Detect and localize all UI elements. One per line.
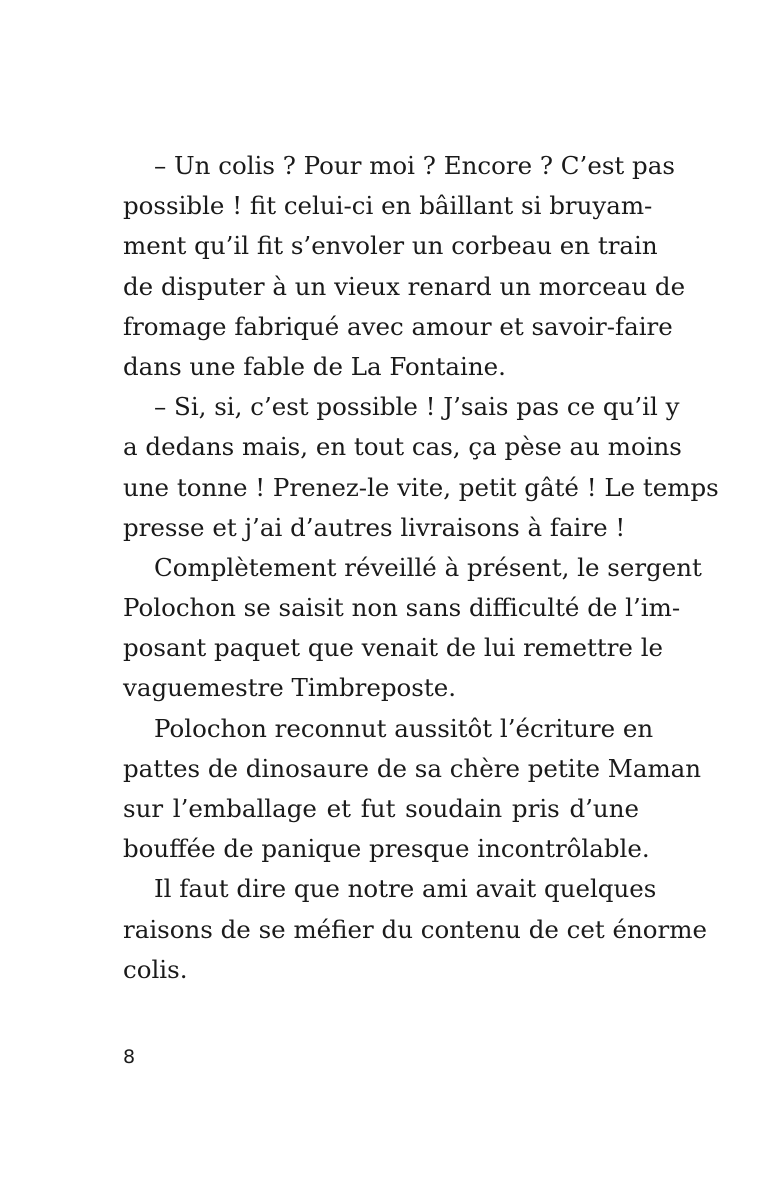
text-line: de disputer à un vieux renard un morceau de [123,271,686,301]
text-line: bouffée de panique presque incontrôlable. [123,834,650,864]
paragraph-5 [123,869,708,990]
text-line: – Un colis ? Pour moi ? Encore ? C’est pas [154,151,675,180]
text-line: sur l’emballage et fut soudain pris d’une [123,794,639,823]
text-line: – Si, si, c’est possible ! J’sais pas ce qu’il y [154,392,680,422]
text-line: Polochon reconnut aussitôt l’écriture en [154,713,654,743]
paragraph-4 [123,709,702,870]
text-line: possible ! fit celui-ci en bâillant si bruyam- [123,191,653,221]
text-line: Il faut dire que notre ami avait quelques [154,874,657,904]
text-line: Complètement réveillé à présent, le sergent [154,552,702,582]
text-line: une tonne ! Prenez-le vite, petit gâté ! Le temps [123,472,719,502]
text-line: colis. [123,954,188,984]
text-line: fromage fabriqué avec amour et savoir-faire [123,311,673,341]
paragraph-2 [123,387,719,548]
paragraph-3 [123,548,702,709]
page-number: 8 [123,1046,136,1068]
text-line: dans une fable de La Fontaine. [123,351,506,381]
text-line: posant paquet que venait de lui remettre le [123,633,664,663]
body-text [123,146,719,990]
text-line: raisons de se méfier du contenu de cet énorme [123,914,708,944]
text-line: a dedans mais, en tout cas, ça pèse au moins [123,432,682,462]
paragraph-1 [123,146,686,387]
text-line: ment qu’il fit s’envoler un corbeau en train [123,231,658,261]
text-line: presse et j’ai d’autres livraisons à faire ! [123,512,626,542]
text-line: vaguemestre Timbreposte. [123,673,456,703]
text-line: pattes de dinosaure de sa chère petite Maman [123,753,702,783]
text-line: Polochon se saisit non sans difficulté de l’im- [123,593,681,623]
